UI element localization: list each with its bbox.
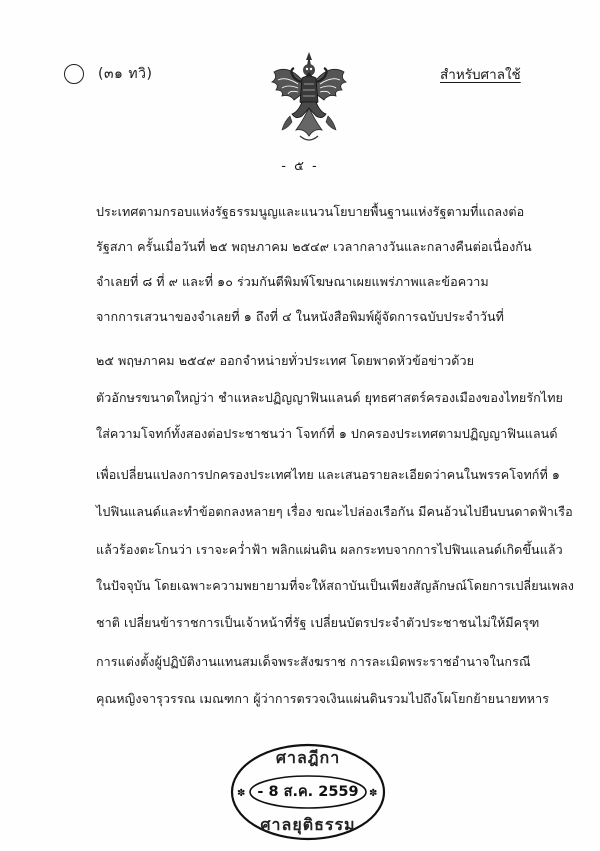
body-line: ใส่ความโจทก์ทั้งสองต่อประชาชนว่า โจทก์ที่ ๑ ปกครองประเทศตามปฏิญญาฟินแลนด์ — [96, 426, 558, 441]
punch-hole-circle — [64, 64, 84, 84]
stamp-bottom-text: ศาลยุติธรรม — [260, 815, 356, 834]
page-number: - ๕ - — [281, 159, 319, 174]
stamp-top-text: ศาลฎีกา — [275, 748, 341, 767]
body-line: จำเลยที่ ๘ ที่ ๙ และที่ ๑๐ ร่วมกันตีพิมพ์โฆษณาเผยแพร่ภาพและข้อความ — [96, 274, 489, 289]
court-use-label: สำหรับศาลใช้ — [440, 67, 521, 83]
stamp-date: - 8 ส.ค. 2559 — [257, 784, 359, 800]
body-line: ในปัจจุบัน โดยเฉพาะความพยายามที่จะให้สถาบันเป็นเพียงสัญลักษณ์โดยการเปลี่ยนเพลง — [96, 578, 574, 593]
body-line: ตัวอักษรขนาดใหญ่ว่า ชำแหละปฏิญญาฟินแลนด์ ยุทธศาสตร์ครองเมืองของไทยรักไทย — [96, 390, 563, 405]
body-line: เพื่อเปลี่ยนแปลงการปกครองประเทศไทย และเสนอรายละเอียดว่าคนในพรรคโจทก์ที่ ๑ — [96, 467, 560, 482]
body-line: การแต่งตั้งผู้ปฏิบัติงานแทนสมเด็จพระสังฆราช การละเมิดพระราชอำนาจในกรณี — [96, 654, 531, 669]
court-stamp — [228, 742, 388, 842]
body-line: รัฐสภา ครั้นเมื่อวันที่ ๒๕ พฤษภาคม ๒๕๔๙ เวลากลางวันและกลางคืนต่อเนื่องกัน — [96, 239, 532, 254]
body-line: จากการเสวนาของจำเลยที่ ๑ ถึงที่ ๔ ในหนังสือพิมพ์ผู้จัดการฉบับประจำวันที่ — [96, 309, 504, 324]
body-line: ๒๕ พฤษภาคม ๒๕๔๙ ออกจำหน่ายทั่วประเทศ โดยพาดหัวข้อข่าวด้วย — [96, 353, 475, 368]
body-line: ชาติ เปลี่ยนข้าราชการเป็นเจ้าหน้าที่รัฐ เปลี่ยนบัตรประจำตัวประชาชนไม่ให้มีครุฑ — [96, 615, 540, 630]
svg-text:✽: ✽ — [237, 788, 246, 799]
body-line: ประเทศตามกรอบแห่งรัฐธรรมนูญและแนวนโยบายพื้นฐานแห่งรัฐตามที่แถลงต่อ — [96, 204, 525, 219]
svg-text:✽: ✽ — [369, 788, 378, 799]
garuda-emblem-icon — [268, 50, 350, 146]
body-line: ไปฟินแลนด์และทำข้อตกลงหลายๆ เรื่อง ขณะไปล่องเรือกัน มีคนอ้วนไปยืนบนดาดฟ้าเรือ — [96, 504, 573, 519]
form-code: (๓๑ ทวิ) — [98, 66, 153, 82]
body-line: แล้วร้องตะโกนว่า เราจะคว่ำฟ้า พลิกแผ่นดิน ผลกระทบจากการไปฟินแลนด์เกิดขึ้นแล้ว — [96, 542, 563, 557]
body-line: คุณหญิงจารุวรรณ เมณฑกา ผู้ว่าการตรวจเงินแผ่นดินรวมไปถึงโผโยกย้ายนายทหาร — [96, 691, 550, 706]
